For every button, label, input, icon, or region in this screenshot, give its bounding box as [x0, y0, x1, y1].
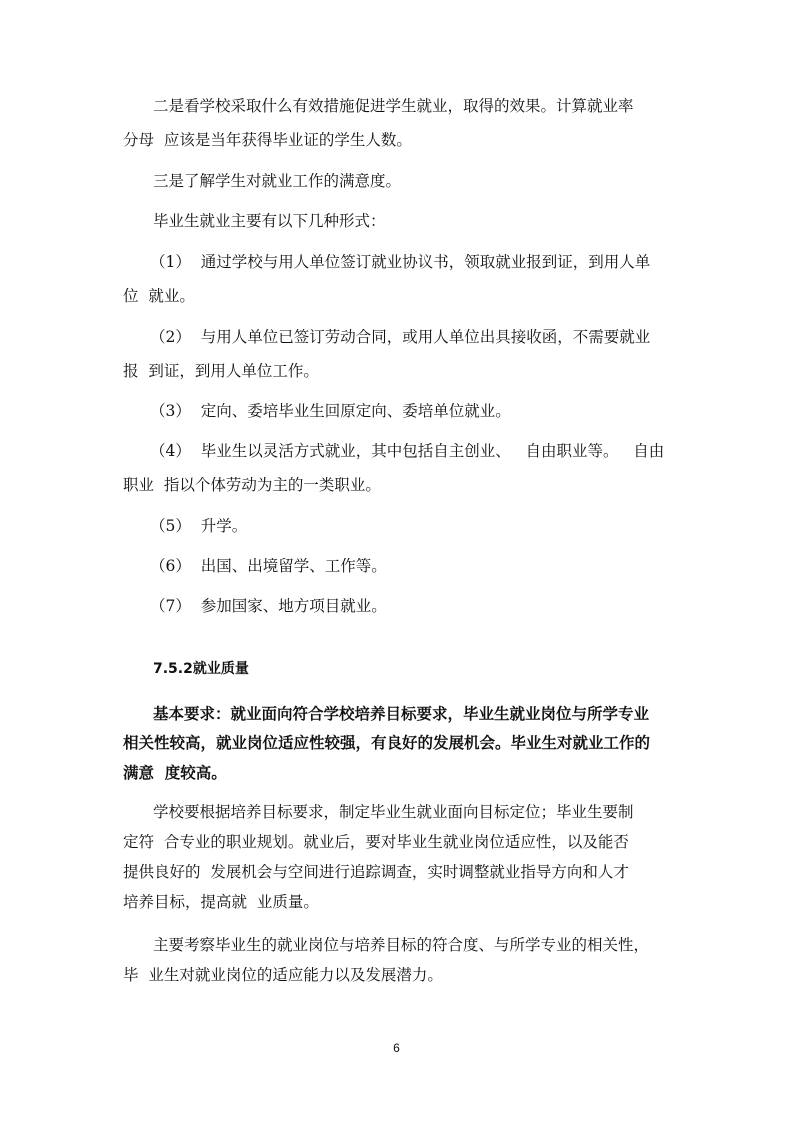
paragraph-line: 定符 合专业的职业规划。就业后，要对毕业生就业岗位适应性，以及能否 [123, 833, 629, 851]
requirement-line: 基本要求：就业面向符合学校培养目标要求，毕业生就业岗位与所学专业 [153, 705, 650, 723]
paragraph-line: 主要考察毕业生的就业岗位与培养目标的符合度、与所学专业的相关性， [153, 936, 650, 954]
paragraph-line: 三是了解学生对就业工作的满意度。 [153, 172, 402, 190]
requirement-line: 满意 度较高。 [123, 764, 227, 782]
paragraph-line: 培养目标，提高就 业质量。 [123, 893, 319, 911]
list-item-line: 职业 指以个体劳动为主的一类职业。 [123, 476, 381, 494]
paragraph-line: 二是看学校采取什么有效措施促进学生就业，取得的效果。计算就业率 [153, 97, 634, 115]
paragraph-line: 毕业生就业主要有以下几种形式： [153, 212, 386, 230]
list-item-line: （6） 出国、出境留学、工作等。 [150, 557, 387, 575]
list-item-line: （5） 升学。 [150, 517, 248, 535]
list-item-line: （7） 参加国家、地方项目就业。 [150, 597, 387, 615]
paragraph-line: 分母 应该是当年获得毕业证的学生人数。 [123, 131, 412, 149]
paragraph-line: 毕 业生对就业岗位的适应能力以及发展潜力。 [123, 966, 443, 984]
list-item-line: （1） 通过学校与用人单位签订就业协议书，领取就业报到证，到用人单 [150, 253, 651, 271]
page-number: 6 [393, 1041, 400, 1055]
paragraph-line: 学校要根据培养目标要求，制定毕业生就业面向目标定位；毕业生要制 [153, 803, 634, 821]
list-item-line: （4） 毕业生以灵活方式就业，其中包括自主创业、 自由职业等。 自由 [150, 442, 665, 460]
paragraph-line: 提供良好的 发展机会与空间进行追踪调查，实时调整就业指导方向和人才 [123, 863, 629, 881]
list-item-line: 报 到证，到用人单位工作。 [123, 362, 319, 380]
list-item-line: （2） 与用人单位已签订劳动合同，或用人单位出具接收函，不需要就业 [150, 328, 651, 346]
section-heading: 7.5.2就业质量 [153, 661, 249, 677]
requirement-line: 相关性较高，就业岗位适应性较强，有良好的发展机会。毕业生对就业工作的 [123, 734, 651, 752]
list-item-line: （3） 定向、委培毕业生回原定向、委培单位就业。 [150, 402, 511, 420]
list-item-line: 位 就业。 [123, 287, 195, 305]
